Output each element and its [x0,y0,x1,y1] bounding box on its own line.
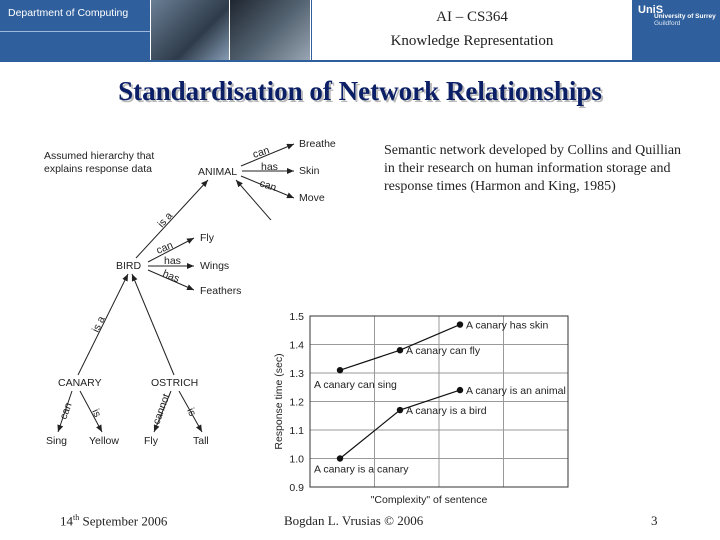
property-move: Move [299,192,325,204]
chart-y-axis-label: Response time (sec) [273,353,285,450]
chart-data-label: A canary has skin [466,319,549,332]
arrow-ostrich-bird [132,274,174,375]
property-wings: Wings [200,260,230,272]
footer-date-rest: September 2006 [79,513,168,529]
property-skin: Skin [299,165,320,177]
node-ostrich: OSTRICH [151,377,199,389]
diagram-caption-line1: Assumed hierarchy that [44,150,155,162]
property-feathers: Feathers [200,285,242,297]
property-tall: Tall [193,435,209,447]
chart-data-label: A canary is a canary [314,463,409,476]
link-ostrich-is: is [184,406,199,419]
arrow-canary-bird [78,274,128,375]
link-bird-can: can [154,239,175,257]
chart-data-label: A canary can sing [314,379,397,392]
university-logo [632,0,720,62]
slide-header [0,0,720,62]
slide-title: Standardisation of Network Relationships [118,76,602,106]
node-animal: ANIMAL [198,166,238,178]
chart-data-point [457,387,463,393]
response-time-chart [268,220,580,512]
chart-data-label: A canary is an animal [466,385,566,398]
logo-university-name: University of Surrey [654,13,716,20]
footer-author: Bogdan L. Vrusias © 2006 [284,513,424,528]
chart-series-line [340,390,460,458]
header-rule [0,60,720,62]
link-animal-can-move: can [258,177,278,195]
footer-page-number: 3 [651,513,658,528]
link-animal-can: can [251,144,272,161]
chart-data-point [457,321,463,327]
property-sing: Sing [46,435,68,447]
logo-town: Guildford [654,20,681,27]
link-bird-has: has [164,255,181,267]
chart-y-tick-label: 1.5 [289,311,304,323]
chart-y-tick-label: 1.1 [289,425,304,437]
course-subtitle: Knowledge Representation [390,33,554,49]
node-canary: CANARY [58,377,102,389]
property-fly: Fly [200,232,214,244]
chart-y-tick-label: 1.2 [289,396,304,409]
header-photo-students [230,0,310,62]
footer-date-suffix: th [73,513,80,522]
chart-data-label: A canary can fly [406,345,481,358]
link-bird-has-feathers: has [160,267,182,286]
node-bird: BIRD [116,260,142,272]
link-canary-is-a: is a [89,314,108,335]
property-breathe: Breathe [299,138,336,150]
chart-data-point [337,455,343,461]
chart-data-label: A canary is a bird [406,405,487,418]
link-animal-has: has [261,161,278,173]
chart-svg [268,220,580,512]
chart-y-tick-label: 0.9 [289,482,304,494]
logo-unis: UniS [638,4,664,16]
department-banner [0,0,150,62]
course-code: AI – CS364 [436,9,508,25]
footer-date-day: 14 [60,513,73,529]
chart-y-tick-label: 1.3 [289,368,304,380]
property-fly-ostrich: Fly [144,435,158,447]
property-yellow: Yellow [89,435,119,447]
course-title-box [311,0,633,60]
chart-data-point [397,407,403,413]
link-canary-can: can [57,401,75,422]
chart-data-point [337,367,343,373]
slide-description: Semantic network developed by Collins and Quillian in their research on human information storage and response times (Harmon and King, 1985) [384,143,682,194]
link-canary-is: is [89,407,104,420]
department-name: Department of Computing [8,7,129,19]
banner-divider [0,31,150,32]
chart-y-tick-label: 1.0 [289,453,304,466]
link-bird-is-a: is a [155,209,176,231]
link-ostrich-cannot: cannot [150,392,173,427]
chart-y-tick-label: 1.4 [289,339,304,352]
diagram-caption-line2: explains response data [44,163,152,175]
footer-date [60,513,167,529]
chart-data-point [397,347,403,353]
header-photo-lab [151,0,229,62]
chart-x-axis-label: "Complexity" of sentence [370,494,488,506]
